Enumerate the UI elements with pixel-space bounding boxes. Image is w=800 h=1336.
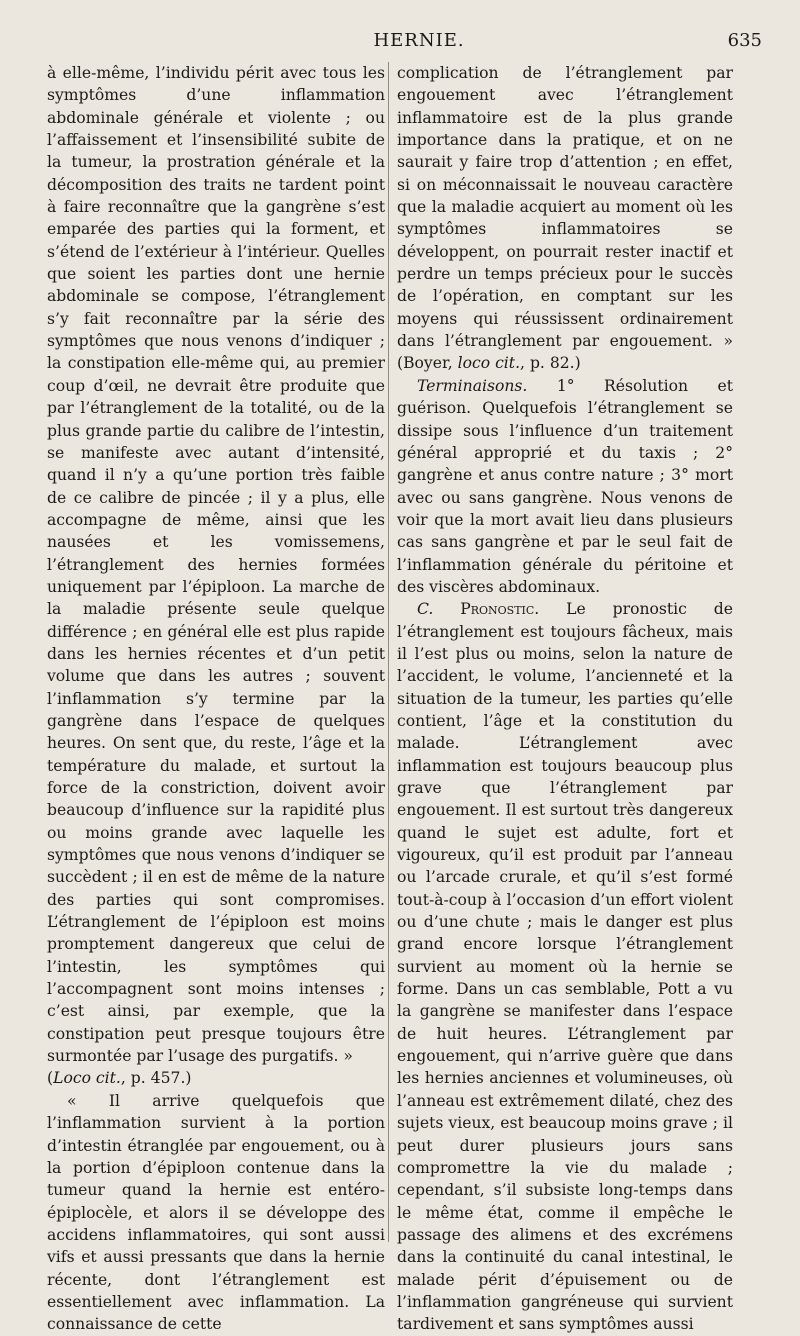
citation-source: loco cit. <box>457 354 521 373</box>
section-heading: Pronostic. <box>460 600 540 619</box>
section-heading: Terminaisons. <box>417 376 528 395</box>
paragraph-text: à elle-même, l’individu périt avec tous les symptômes d’une inflammation abdominale générale et violente ; ou l’affaissement et l’insensibilité subite de la tumeur, la prostration générale et la décomposition des traits ne tardent point à faire reconnaître que la gangrène s’est emparée des parties qui la forment, et s’étend de l’extérieur à l’intérieur. Quelles que soient les parties dont une hernie abdominale se compose, l’étranglement s’y fait reconnaître par la série des symptômes que nous venons d’indiquer ; la constipation elle-même qui, au premier coup d’œil, ne devrait être produite que par l’étranglement de la totalité, ou de la plus grande partie du calibre de l’intestin, se manifeste avec autant d’intensité, quand il n’y a qu’une portion très faible de ce calibre de pincée ; il y a plus, elle accompagne de même, ainsi que les nausées et les vomissemens, l’étranglement des hernies formées uniquement par l’épiploon. La marche de la maladie présente seule quelque différence ; en général elle est plus rapide dans les hernies récentes et d’un petit volume que dans les autres ; souvent l’inflammation s’y termine par la gangrène dans l’espace de quelques heures. On sent que, du reste, l’âge et la température du malade, et surtout la force de la constriction, doivent avoir beaucoup d’influence sur la rapidité plus ou moins grande avec laquelle les symptômes que nous venons d’indiquer se succèdent ; il en est de même de la nature des parties qui sont compromises. L’étranglement de l’épiploon est moins promptement dangereux que celui de l’intestin, les symptômes qui l’accompagnent sont moins intenses ; c’est ainsi, par exemple, que la constipation peut presque toujours être surmontée par l’usage des purgatifs. » <box>47 64 385 1066</box>
section-letter: C. <box>417 600 434 619</box>
paragraph <box>397 598 733 1335</box>
right-column <box>397 62 733 1336</box>
citation-page: , p. 457.) <box>120 1069 192 1088</box>
paragraph <box>47 1090 385 1336</box>
page-number: 635 <box>727 30 762 51</box>
page-header <box>50 30 788 60</box>
paragraph-text: Le pronostic de l’étranglement est toujours fâcheux, mais il l’est plus ou moins, selon la nature de l’accident, le volume, l’ancienneté et la situation de la tumeur, les parties qu’elle contient, l’âge et la constitution du malade. L’étranglement avec inflammation est toujours beaucoup plus grave que l’étranglement par engouement. Il est surtout très dangereux quand le sujet est adulte, fort et vigoureux, qu’il est produit par l’anneau ou l’arcade crurale, et qu’il s’est formé tout-à-coup à l’occasion d’un effort violent ou d’une chute ; mais le danger est plus grand encore lorsque l’étranglement survient au moment où la hernie se forme. Dans un cas semblable, Pott a vu la gangrène se manifester dans l’espace de huit heures. L’étranglement par engouement, qui n’arrive guère que dans les hernies anciennes et volumineuses, où l’anneau est extrêmement dilaté, chez des sujets vieux, est beaucoup moins grave ; il peut durer plusieurs jours sans compromettre la vie du malade ; cependant, s’il subsiste long-temps dans le même état, comme il empêche le passage des alimens et des excrémens dans la continuité du canal intestinal, le malade périt d’épuisement ou de l’inflammation gangréneuse qui survient tardivement et sans symptômes aussi <box>397 600 733 1334</box>
left-column <box>47 62 385 1336</box>
paragraph-text: 1° Résolution et guérison. Quelquefois l’étranglement se dissipe sous l’influence d’un traitement général approprié et du taxis ; 2° gangrène et anus contre nature ; 3° mort avec ou sans gangrène. Nous venons de voir que la mort avait lieu dans plusieurs cas sans gangrène et par le seul fait de l’inflammation générale du péritoine et des viscères abdominaux. <box>397 376 733 596</box>
paragraph <box>397 62 733 375</box>
citation-source: Loco cit. <box>53 1069 121 1088</box>
paragraph-text: complication de l’étranglement par engouement avec l’étranglement inflammatoire est de la plus grande importance dans la pratique, et on ne saurait y faire trop d’attention ; en effet, si on méconnaissait le nouveau caractère que la maladie acquiert au moment où les symptômes inflammatoires se développent, on pourrait rester inactif et perdre un temps précieux pour le succès de l’opération, en comptant sur les moyens qui réussissent ordinairement dans l’étranglement par engouement. » (Boyer, <box>397 64 733 373</box>
citation-page: , p. 82.) <box>520 354 581 373</box>
paragraph <box>47 62 385 1090</box>
citation-open: ( <box>47 1069 54 1088</box>
paragraph <box>397 375 733 598</box>
paragraph-text: « Il arrive quelquefois que l’inflammation survient à la portion d’intestin étranglée par engouement, ou à la portion d’épiploon contenue dans la tumeur quand la hernie est entéro-épiplocèle, et alors il se développe des accidens inflammatoires, qui sont aussi vifs et aussi pressants que dans la hernie récente, dont l’étranglement est essentiellement avec inflammation. La connaissance de cette <box>47 1091 385 1334</box>
running-title: HERNIE. <box>373 30 465 51</box>
column-divider <box>388 62 389 1242</box>
